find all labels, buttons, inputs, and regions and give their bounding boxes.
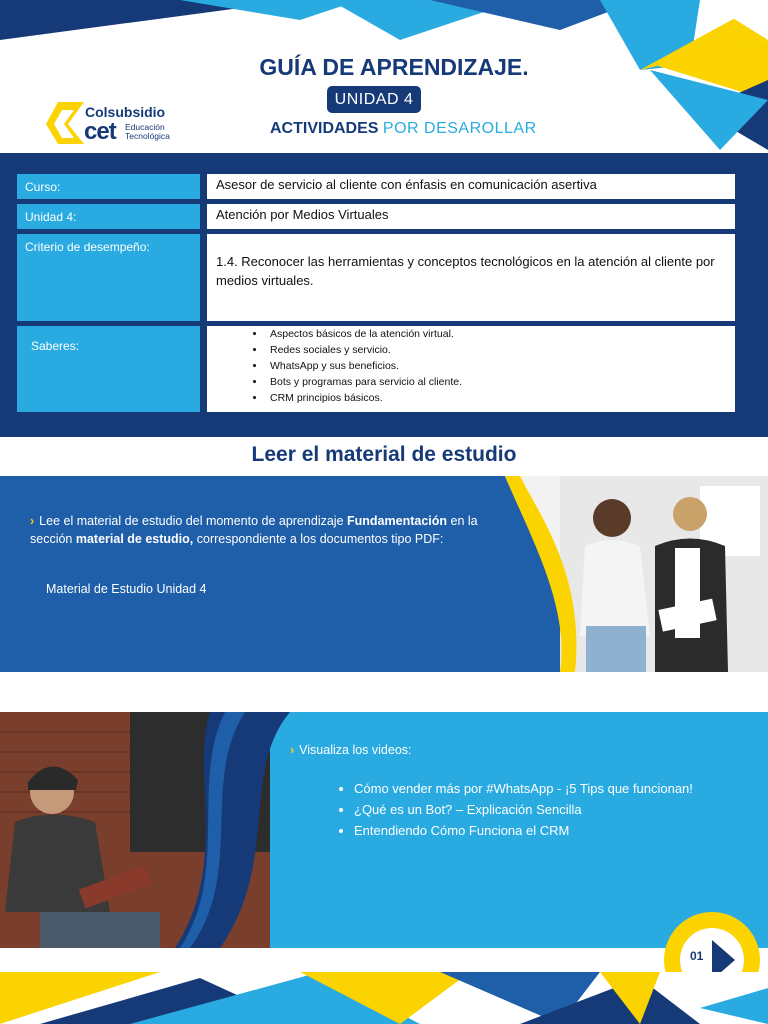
study-panel-background [0,476,768,672]
intro-bold-1: Fundamentación [347,514,448,528]
video-link[interactable]: • Cómo vender más por #WhatsApp - ¡5 Tips que funcionan! [354,778,693,799]
curso-label: Curso: [17,174,200,199]
logo-sub-line2: Tecnológica [125,131,170,141]
intro-bold-2: material de estudio, [75,532,194,546]
videos-title [290,743,412,757]
video-link[interactable]: • Entendiendo Cómo Funciona el CRM [354,820,693,841]
saberes-item: • Aspectos básicos de la atención virtual. [266,326,726,342]
video-link[interactable]: • ¿Qué es un Bot? – Explicación Sencilla [354,799,693,820]
criterio-value: 1.4. Reconocer las herramientas y conceptos tecnológicos en la atención al cliente por medios virtuales. [207,234,735,321]
chevron-right-icon: › [290,743,295,757]
intro-text-2: en la sección [30,514,478,546]
saberes-item: • Redes sociales y servicio. [266,342,726,358]
page-number: 01 [690,949,704,963]
page-title: GUÍA DE APRENDIZAJE. [259,54,529,80]
person-head [593,499,631,537]
saberes-item: • Bots y programas para servicio al cliente. [266,374,726,390]
unidad-value: Atención por Medios Virtuales [207,204,735,229]
saberes-list [216,326,726,406]
saberes-item: • CRM principios básicos. [266,390,726,406]
subtitle-light: POR DESAROLLAR [382,120,537,137]
saberes-item: • WhatsApp y sus beneficios. [266,358,726,374]
saberes-label: Saberes: [17,326,200,412]
unidad-label: Unidad 4: [17,204,200,229]
subtitle-bold: ACTIVIDADES [270,120,379,137]
logo-short: cet [84,118,116,145]
material-link[interactable]: Material de Estudio Unidad 4 [46,582,207,596]
logo-sub [125,123,170,141]
logo-sub-line1: Educación [125,122,165,132]
unit-badge: UNIDAD 4 [327,86,421,113]
chevron-right-icon: › [30,514,35,528]
course-info-panel [0,153,768,437]
videos-title-text: Visualiza los videos: [299,743,412,757]
videos-list [338,778,693,841]
intro-text-1: Lee el material de estudio del momento de aprendizaje [39,514,348,528]
intro-text-3: correspondiente a los documentos tipo PDF: [193,532,444,546]
logo-brand: Colsubsidio [85,104,166,120]
curso-value: Asesor de servicio al cliente con énfasis en comunicación asertiva [207,174,735,199]
section-heading: Leer el material de estudio [251,443,517,466]
saberes-value [207,326,735,412]
subtitle [270,120,537,138]
footer-decoration [0,948,768,1024]
criterio-label: Criterio de desempeño: [17,234,200,321]
study-instructions [30,512,500,548]
